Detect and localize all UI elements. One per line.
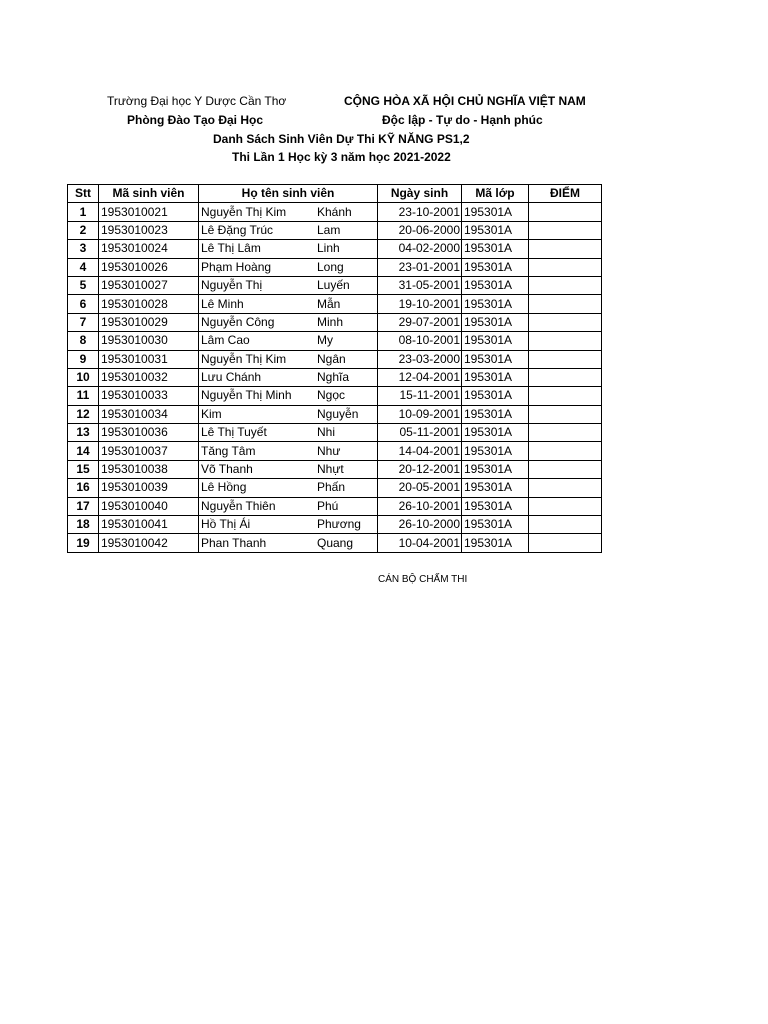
row-birth-date: 23-01-2001 — [378, 258, 462, 276]
row-stt: 12 — [68, 405, 99, 423]
school-name: Trường Đại học Y Dược Cần Thơ — [107, 94, 287, 108]
row-given-name: Ngọc — [317, 388, 346, 403]
row-student-id: 1953010040 — [99, 497, 199, 515]
col-header-stt: Stt — [68, 185, 99, 203]
row-student-id: 1953010031 — [99, 350, 199, 368]
row-full-name — [199, 368, 378, 386]
row-stt: 16 — [68, 479, 99, 497]
row-student-id: 1953010027 — [99, 276, 199, 294]
table-header-row — [68, 185, 602, 203]
table-row — [68, 534, 602, 552]
row-stt: 11 — [68, 387, 99, 405]
row-given-name: Mẫn — [317, 296, 341, 311]
row-birth-date: 10-09-2001 — [378, 405, 462, 423]
row-class-code: 195301A — [462, 350, 529, 368]
row-class-code: 195301A — [462, 460, 529, 478]
row-full-name — [199, 295, 378, 313]
row-birth-date: 05-11-2001 — [378, 424, 462, 442]
row-stt: 7 — [68, 313, 99, 331]
table-row — [68, 332, 602, 350]
col-header-full-name: Họ tên sinh viên — [199, 185, 378, 203]
table-row — [68, 497, 602, 515]
row-given-name: Linh — [317, 241, 340, 256]
row-family-name: Nguyễn Công — [201, 314, 275, 329]
row-score[interactable] — [529, 516, 602, 534]
row-score[interactable] — [529, 442, 602, 460]
row-birth-date: 20-05-2001 — [378, 479, 462, 497]
row-student-id: 1953010036 — [99, 424, 199, 442]
row-class-code: 195301A — [462, 442, 529, 460]
row-class-code: 195301A — [462, 516, 529, 534]
row-given-name: Nhi — [317, 425, 336, 440]
row-class-code: 195301A — [462, 424, 529, 442]
row-stt: 4 — [68, 258, 99, 276]
row-family-name: Nguyễn Thiên — [201, 498, 276, 513]
row-student-id: 1953010028 — [99, 295, 199, 313]
list-title: Danh Sách Sinh Viên Dự Thi KỸ NĂNG PS1,2 — [213, 132, 470, 146]
row-student-id: 1953010033 — [99, 387, 199, 405]
row-birth-date: 08-10-2001 — [378, 332, 462, 350]
row-student-id: 1953010037 — [99, 442, 199, 460]
exam-info: Thi Lần 1 Học kỳ 3 năm học 2021-2022 — [232, 150, 451, 164]
row-family-name: Kim — [201, 406, 222, 421]
row-given-name: Long — [317, 259, 344, 274]
row-birth-date: 26-10-2001 — [378, 497, 462, 515]
row-stt: 19 — [68, 534, 99, 552]
row-given-name: Nghĩa — [317, 370, 350, 385]
motto: Độc lập - Tự do - Hạnh phúc — [382, 113, 543, 127]
row-family-name: Lưu Chánh — [201, 370, 262, 385]
col-header-birth-date: Ngày sinh — [378, 185, 462, 203]
table-row — [68, 276, 602, 294]
row-birth-date: 31-05-2001 — [378, 276, 462, 294]
row-given-name: Luyến — [317, 278, 350, 293]
row-given-name: Nhựt — [317, 462, 344, 477]
row-score[interactable] — [529, 387, 602, 405]
row-full-name — [199, 460, 378, 478]
row-family-name: Lê Thị Lâm — [201, 241, 261, 256]
table-row — [68, 368, 602, 386]
row-stt: 8 — [68, 332, 99, 350]
row-full-name — [199, 276, 378, 294]
row-stt: 5 — [68, 276, 99, 294]
row-class-code: 195301A — [462, 332, 529, 350]
row-birth-date: 20-06-2000 — [378, 221, 462, 239]
row-given-name: Nguyễn — [317, 406, 359, 421]
row-stt: 14 — [68, 442, 99, 460]
row-birth-date: 26-10-2000 — [378, 516, 462, 534]
row-given-name: Quang — [317, 535, 354, 550]
row-birth-date: 10-04-2001 — [378, 534, 462, 552]
row-student-id: 1953010024 — [99, 240, 199, 258]
table-row — [68, 350, 602, 368]
row-score[interactable] — [529, 295, 602, 313]
row-full-name — [199, 387, 378, 405]
row-score[interactable] — [529, 497, 602, 515]
col-header-score: ĐIỂM — [529, 185, 602, 203]
row-stt: 13 — [68, 424, 99, 442]
row-given-name: Như — [317, 443, 341, 458]
row-stt: 6 — [68, 295, 99, 313]
row-full-name — [199, 479, 378, 497]
table-row — [68, 479, 602, 497]
table-row — [68, 203, 602, 221]
row-student-id: 1953010021 — [99, 203, 199, 221]
row-stt: 2 — [68, 221, 99, 239]
row-full-name — [199, 497, 378, 515]
row-student-id: 1953010041 — [99, 516, 199, 534]
row-student-id: 1953010038 — [99, 460, 199, 478]
row-given-name: Minh — [317, 314, 344, 329]
row-full-name — [199, 424, 378, 442]
row-family-name: Võ Thanh — [201, 462, 253, 477]
row-class-code: 195301A — [462, 405, 529, 423]
row-stt: 9 — [68, 350, 99, 368]
row-family-name: Phan Thanh — [201, 535, 267, 550]
row-stt: 1 — [68, 203, 99, 221]
row-family-name: Lâm Cao — [201, 333, 250, 348]
row-class-code: 195301A — [462, 295, 529, 313]
row-family-name: Nguyễn Thị Kim — [201, 204, 287, 219]
row-class-code: 195301A — [462, 258, 529, 276]
row-stt: 3 — [68, 240, 99, 258]
table-row — [68, 240, 602, 258]
row-score[interactable] — [529, 332, 602, 350]
row-family-name: Nguyễn Thị Kim — [201, 351, 287, 366]
row-birth-date: 14-04-2001 — [378, 442, 462, 460]
table-row — [68, 405, 602, 423]
row-stt: 15 — [68, 460, 99, 478]
row-birth-date: 23-03-2000 — [378, 350, 462, 368]
row-given-name: Khánh — [317, 204, 352, 219]
row-family-name: Lê Đặng Trúc — [201, 222, 274, 237]
row-family-name: Tăng Tâm — [201, 443, 256, 458]
table-row — [68, 221, 602, 239]
row-full-name — [199, 258, 378, 276]
row-class-code: 195301A — [462, 313, 529, 331]
row-full-name — [199, 405, 378, 423]
row-birth-date: 29-07-2001 — [378, 313, 462, 331]
col-header-class-code: Mã lớp — [462, 185, 529, 203]
row-score[interactable] — [529, 405, 602, 423]
row-score[interactable] — [529, 534, 602, 552]
row-stt: 17 — [68, 497, 99, 515]
row-score[interactable] — [529, 313, 602, 331]
row-stt: 18 — [68, 516, 99, 534]
grader-signature-label: CÁN BỘ CHẤM THI — [378, 574, 468, 585]
row-score[interactable] — [529, 368, 602, 386]
row-student-id: 1953010034 — [99, 405, 199, 423]
row-score[interactable] — [529, 424, 602, 442]
row-class-code: 195301A — [462, 203, 529, 221]
row-birth-date: 20-12-2001 — [378, 460, 462, 478]
table-row — [68, 516, 602, 534]
row-class-code: 195301A — [462, 276, 529, 294]
table-row — [68, 313, 602, 331]
row-family-name: Nguyễn Thị — [201, 278, 263, 293]
row-full-name — [199, 516, 378, 534]
row-class-code: 195301A — [462, 534, 529, 552]
table-row — [68, 424, 602, 442]
student-table — [67, 184, 602, 553]
row-score[interactable] — [529, 350, 602, 368]
row-class-code: 195301A — [462, 387, 529, 405]
table-row — [68, 295, 602, 313]
row-score[interactable] — [529, 203, 602, 221]
row-birth-date: 23-10-2001 — [378, 203, 462, 221]
row-student-id: 1953010039 — [99, 479, 199, 497]
row-score[interactable] — [529, 240, 602, 258]
row-class-code: 195301A — [462, 479, 529, 497]
row-full-name — [199, 350, 378, 368]
row-full-name — [199, 442, 378, 460]
row-student-id: 1953010042 — [99, 534, 199, 552]
row-full-name — [199, 240, 378, 258]
row-given-name: Phương — [317, 517, 361, 532]
row-score[interactable] — [529, 460, 602, 478]
row-full-name — [199, 534, 378, 552]
row-given-name: My — [317, 333, 333, 348]
row-family-name: Lê Minh — [201, 296, 244, 311]
row-student-id: 1953010030 — [99, 332, 199, 350]
republic-title: CỘNG HÒA XÃ HỘI CHỦ NGHĨA VIỆT NAM — [344, 94, 586, 108]
row-given-name: Phấn — [317, 480, 346, 495]
row-family-name: Nguyễn Thị Minh — [201, 388, 292, 403]
row-score[interactable] — [529, 276, 602, 294]
row-class-code: 195301A — [462, 497, 529, 515]
row-family-name: Hồ Thị Ái — [201, 517, 251, 532]
table-row — [68, 442, 602, 460]
table-row — [68, 258, 602, 276]
row-full-name — [199, 313, 378, 331]
row-full-name — [199, 221, 378, 239]
row-student-id: 1953010032 — [99, 368, 199, 386]
row-student-id: 1953010026 — [99, 258, 199, 276]
row-full-name — [199, 203, 378, 221]
row-class-code: 195301A — [462, 368, 529, 386]
table-row — [68, 387, 602, 405]
row-class-code: 195301A — [462, 240, 529, 258]
row-score[interactable] — [529, 258, 602, 276]
row-birth-date: 04-02-2000 — [378, 240, 462, 258]
row-family-name: Phạm Hoàng — [201, 259, 272, 274]
row-given-name: Ngân — [317, 351, 346, 366]
department-name: Phòng Đào Tạo Đại Học — [127, 113, 264, 127]
row-class-code: 195301A — [462, 221, 529, 239]
row-birth-date: 19-10-2001 — [378, 295, 462, 313]
row-stt: 10 — [68, 368, 99, 386]
row-score[interactable] — [529, 221, 602, 239]
row-birth-date: 12-04-2001 — [378, 368, 462, 386]
row-given-name: Lam — [317, 222, 341, 237]
row-student-id: 1953010023 — [99, 221, 199, 239]
row-full-name — [199, 332, 378, 350]
row-family-name: Lê Hồng — [201, 480, 247, 495]
row-birth-date: 15-11-2001 — [378, 387, 462, 405]
table-row — [68, 460, 602, 478]
row-student-id: 1953010029 — [99, 313, 199, 331]
row-score[interactable] — [529, 479, 602, 497]
row-given-name: Phú — [317, 498, 339, 513]
row-family-name: Lê Thị Tuyết — [201, 425, 267, 440]
col-header-student-id: Mã sinh viên — [99, 185, 199, 203]
